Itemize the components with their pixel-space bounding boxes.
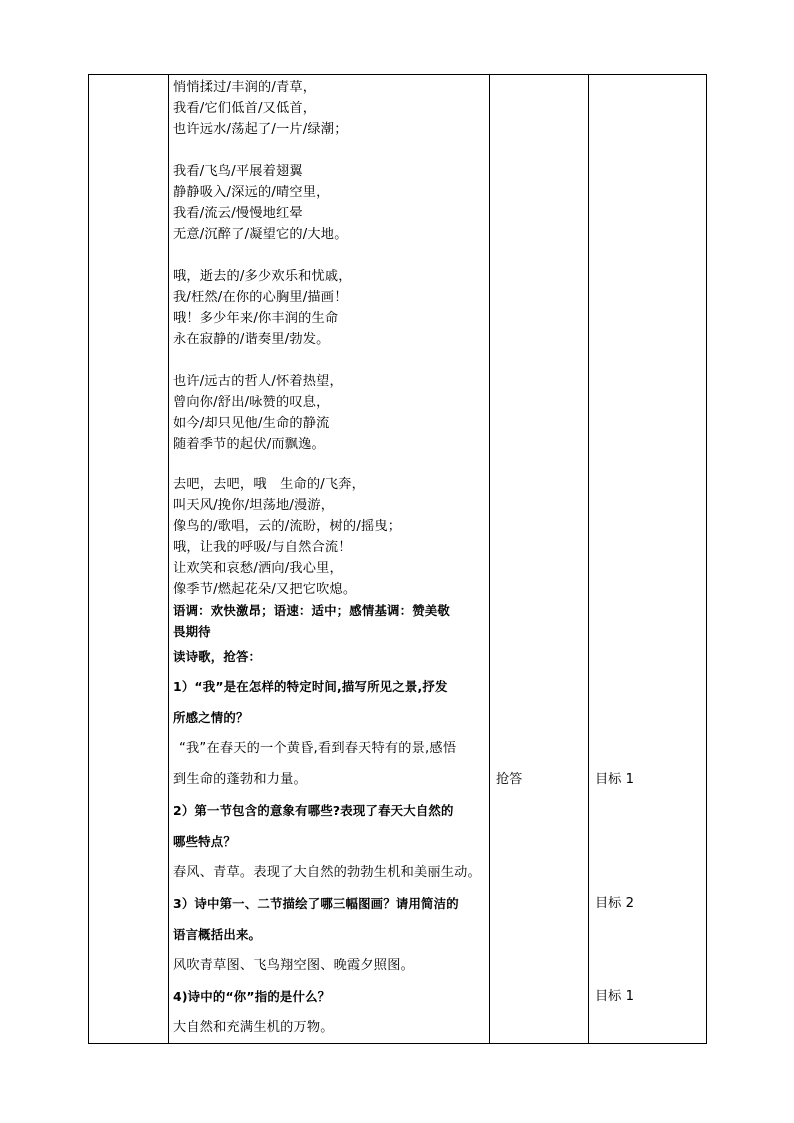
answer-1: 到生命的蓬勃和力量。 <box>173 772 307 787</box>
poem-line: 随着季节的起伏/而飘逸。 <box>173 437 325 452</box>
poem-line: 悄悄揉过/丰润的/青草， <box>173 80 317 95</box>
poem-line: 哦！多少年来/你丰润的生命 <box>173 311 339 326</box>
poem-line: 像季节/燃起花朵/又把它吹熄。 <box>173 582 357 597</box>
goal-label: 目标 1 <box>595 989 634 1004</box>
poem-line: 哦，让我的呼吸/与自然合流！ <box>173 540 352 555</box>
poem-line: 曾向你/舒出/咏赞的叹息， <box>173 395 330 410</box>
question-2: 2）第一节包含的意象有哪些?表现了春天大自然的 <box>173 803 454 818</box>
column-divider <box>588 75 589 1043</box>
poem-line: 如今/却只见他/生命的静流 <box>173 416 330 431</box>
question-1: 1）“我”是在怎样的特定时间,描写所见之景,抒发 <box>173 679 448 694</box>
answer-2: 春风、青草。表现了大自然的勃勃生机和美丽生动。 <box>173 865 481 880</box>
goal-label: 目标 1 <box>595 772 634 787</box>
poem-line: 我看/飞鸟/平展着翅翼 <box>173 164 303 179</box>
question-2: 哪些特点？ <box>173 834 236 849</box>
answer-1: “我”在春天的一个黄昏,看到春天特有的景,感悟 <box>179 741 457 756</box>
reading-note: 语调：欢快激昂；语速：适中；感情基调：赞美敬 <box>173 603 450 618</box>
poem-line: 像鸟的/歌唱，云的/流盼，树的/摇曳； <box>173 519 402 534</box>
poem-line: 静静吸入/深远的/晴空里， <box>173 185 330 200</box>
poem-line: 我看/流云/慢慢地红晕 <box>173 206 303 221</box>
poem-line: 让欢笑和哀愁/洒向/我心里， <box>173 561 343 576</box>
instruction: 读诗歌，抢答： <box>173 649 262 664</box>
poem-line: 哦，逝去的/多少欢乐和忧戚， <box>173 269 352 284</box>
question-3: 3）诗中第一、二节描绘了哪三幅图画？请用简洁的 <box>173 896 459 911</box>
poem-line: 我/枉然/在你的心胸里/描画！ <box>173 290 348 305</box>
poem-line: 我看/它们低首/又低首， <box>173 101 317 116</box>
activity-cell: 抢答 <box>496 772 523 787</box>
poem-line: 也许/远古的哲人/怀着热望， <box>173 374 343 389</box>
question-3: 语言概括出来。 <box>173 927 262 942</box>
answer-3: 风吹青草图、飞鸟翔空图、晚霞夕照图。 <box>173 958 414 973</box>
column-divider <box>168 75 169 1043</box>
poem-line: 无意/沉醉了/凝望它的/大地。 <box>173 227 348 242</box>
goal-label: 目标 2 <box>595 896 634 911</box>
lesson-table <box>88 74 707 1044</box>
poem-line: 去吧，去吧，哦 生命的/飞奔， <box>173 477 366 492</box>
answer-4: 大自然和充满生机的万物。 <box>173 1020 334 1035</box>
poem-line: 叫天风/挽你/坦荡地/漫游， <box>173 498 335 513</box>
question-4: 4)诗中的“你”指的是什么？ <box>173 989 331 1004</box>
poem-line: 也许远水/荡起了/一片/绿潮； <box>173 122 348 137</box>
column-divider <box>489 75 490 1043</box>
question-1: 所感之情的？ <box>173 710 249 725</box>
reading-note: 畏期待 <box>173 624 211 639</box>
poem-line: 永在寂静的/谐奏里/勃发。 <box>173 332 330 347</box>
